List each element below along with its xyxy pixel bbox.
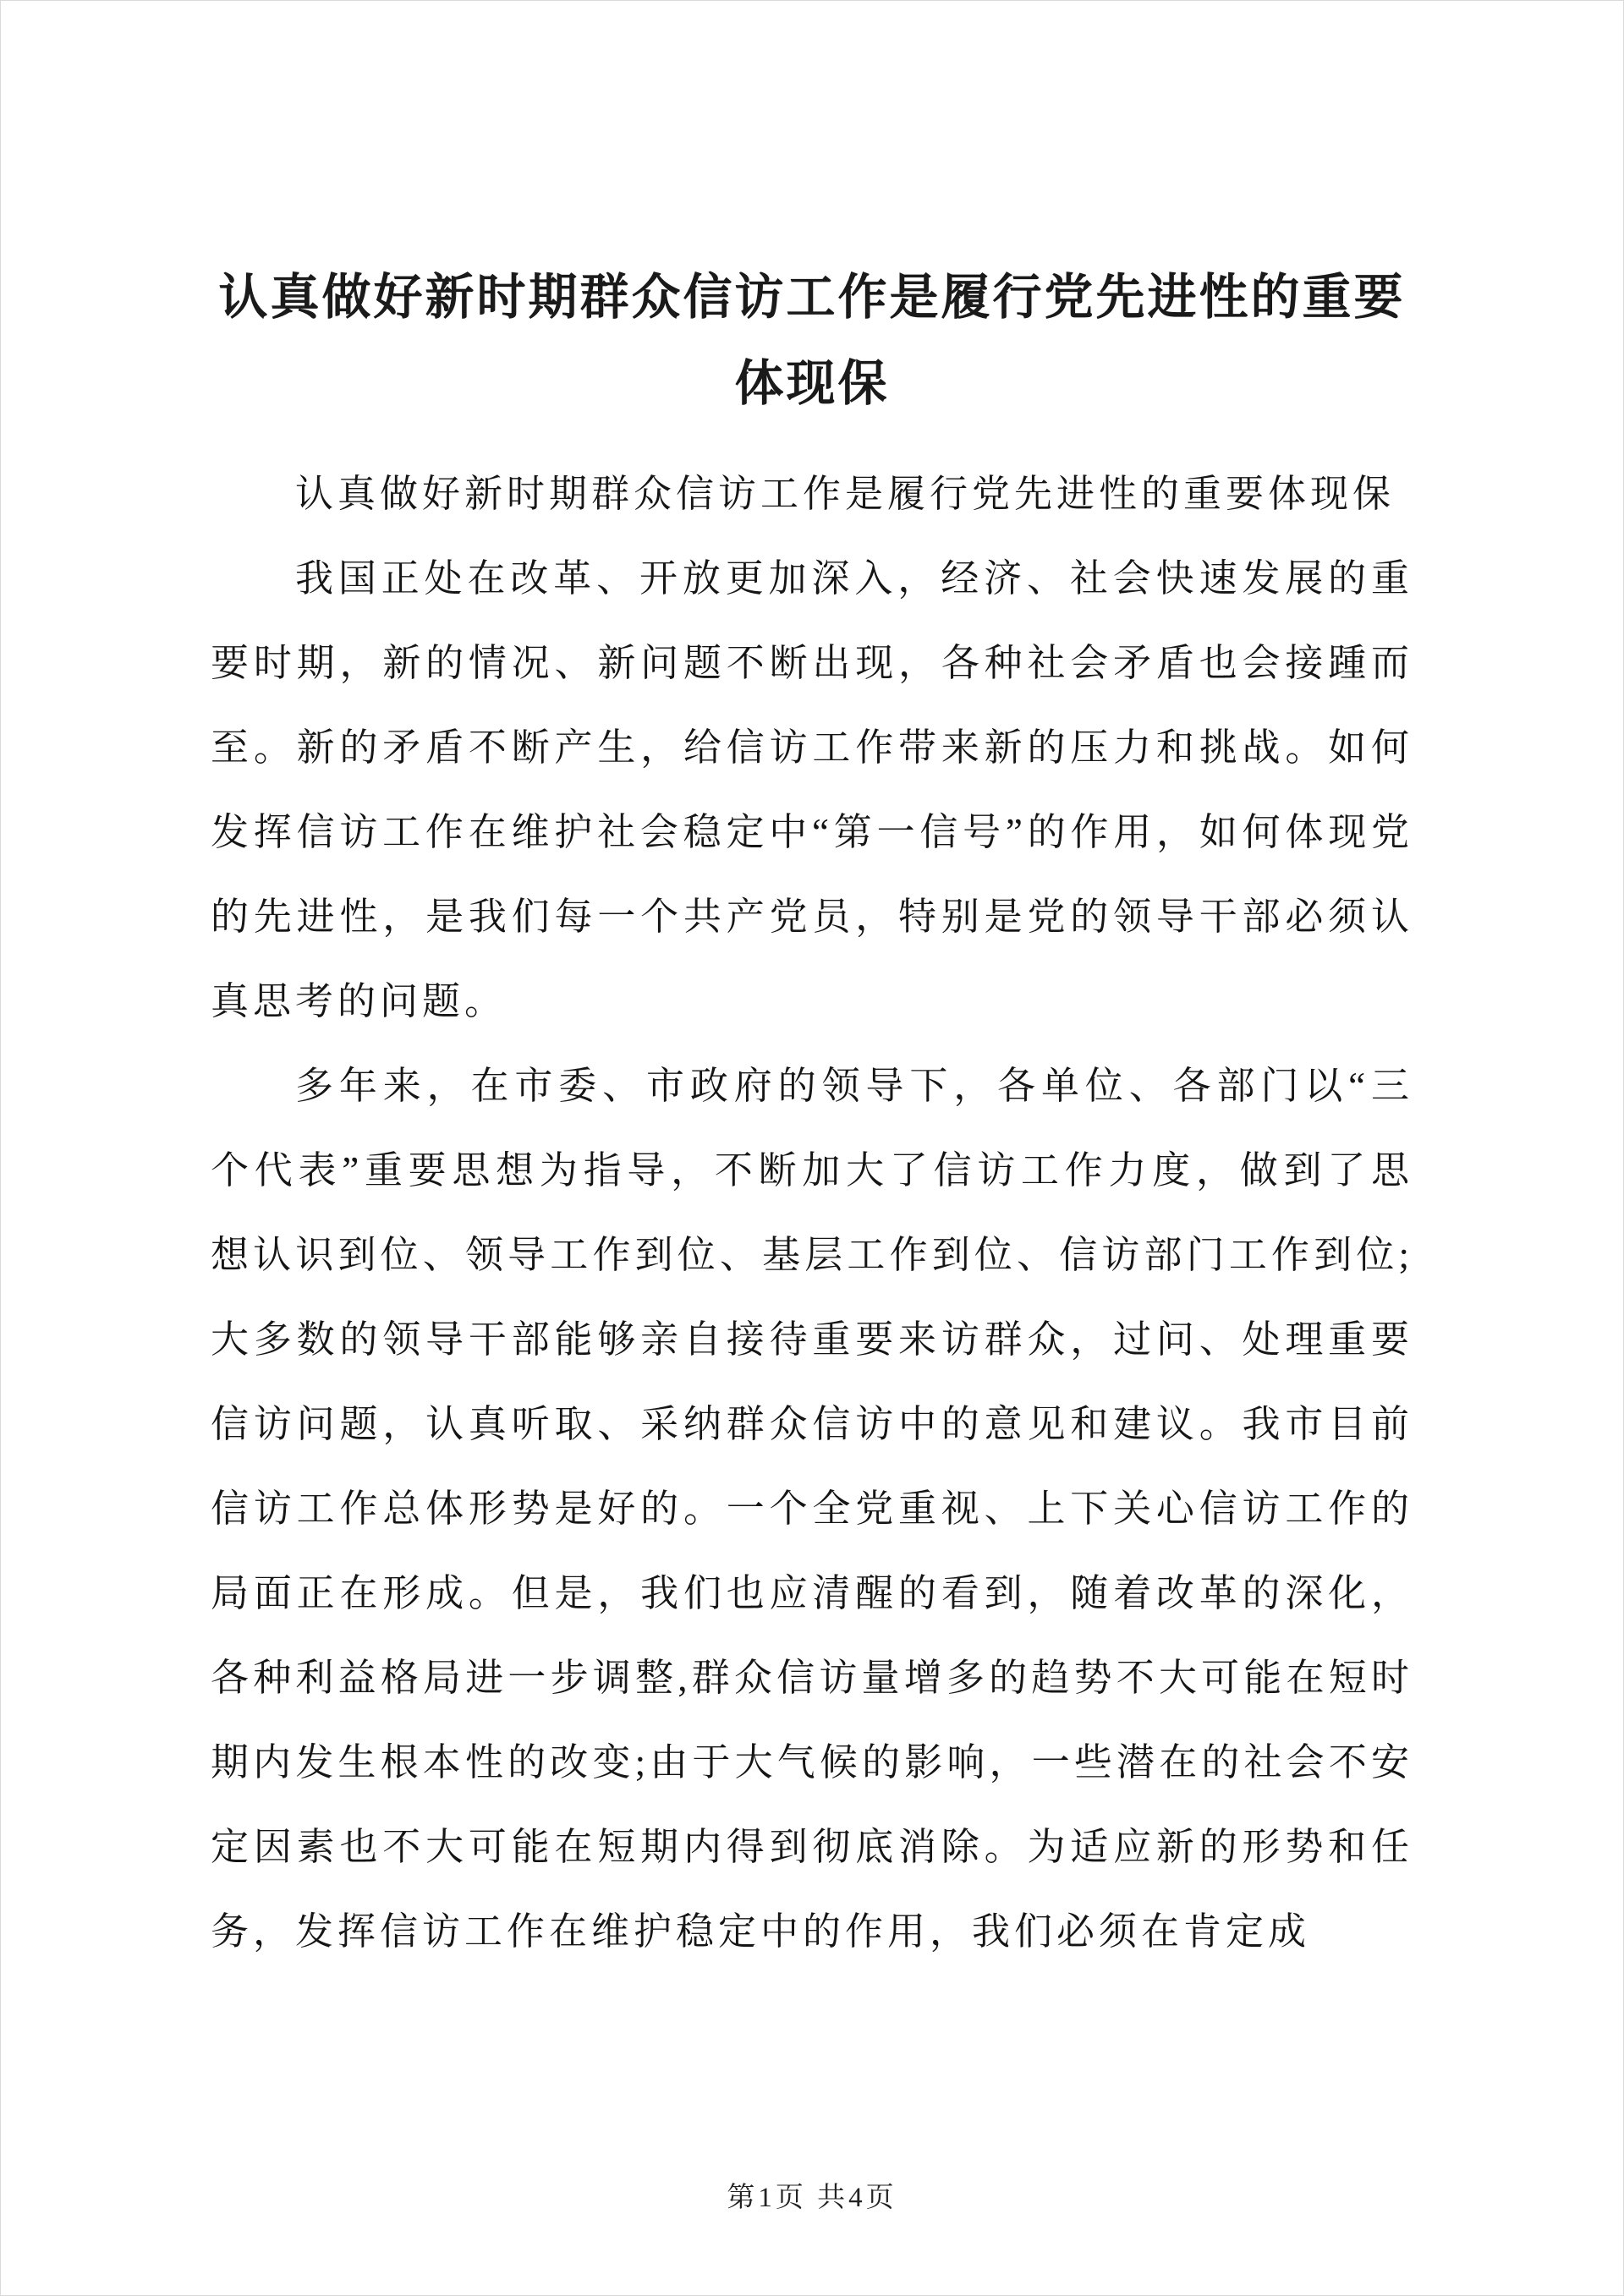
page-number-indicator: 第1页 共4页 bbox=[727, 2183, 897, 2213]
page-footer bbox=[1, 2175, 1623, 2215]
paragraph: 认真做好新时期群众信访工作是履行党先进性的重要体现保 bbox=[295, 473, 1396, 515]
paragraph: 多年来，在市委、市政府的领导下，各单位、各部门以“三个代表”重要思想为指导，不断加大了信访工作力度，做到了思想认识到位、领导工作到位、基层工作到位、信访部门工作到位;大多数的领导干部能够亲自接待重要来访群众，过问、处理重要信访问题，认真听取、采纳群众信访中的意见和建议。我市目前信访工作总体形势是好的。一个全党重视、上下关心信访工作的局面正在形成。但是，我们也应清醒的看到，随着改革的深化，各种利益格局进一步调整,群众信访量增多的趋势不大可能在短时期内发生根本性的改变;由于大气候的影响，一些潜在的社会不安定因素也不大可能在短期内得到彻底消除。为适应新的形势和任务，发挥信访工作在维护稳定中的作用，我们必须在肯定成 bbox=[211, 1065, 1413, 1953]
document-body bbox=[211, 452, 1413, 1974]
document-title: 认真做好新时期群众信访工作是履行党先进性的重要体现保 bbox=[218, 270, 1406, 411]
paragraph: 我国正处在改革、开放更加深入，经济、社会快速发展的重要时期，新的情况、新问题不断出现，各种社会矛盾也会接踵而至。新的矛盾不断产生，给信访工作带来新的压力和挑战。如何发挥信访工作在维护社会稳定中“第一信号”的作用，如何体现党的先进性，是我们每一个共产党员，特别是党的领导干部必须认真思考的问题。 bbox=[211, 557, 1413, 1022]
